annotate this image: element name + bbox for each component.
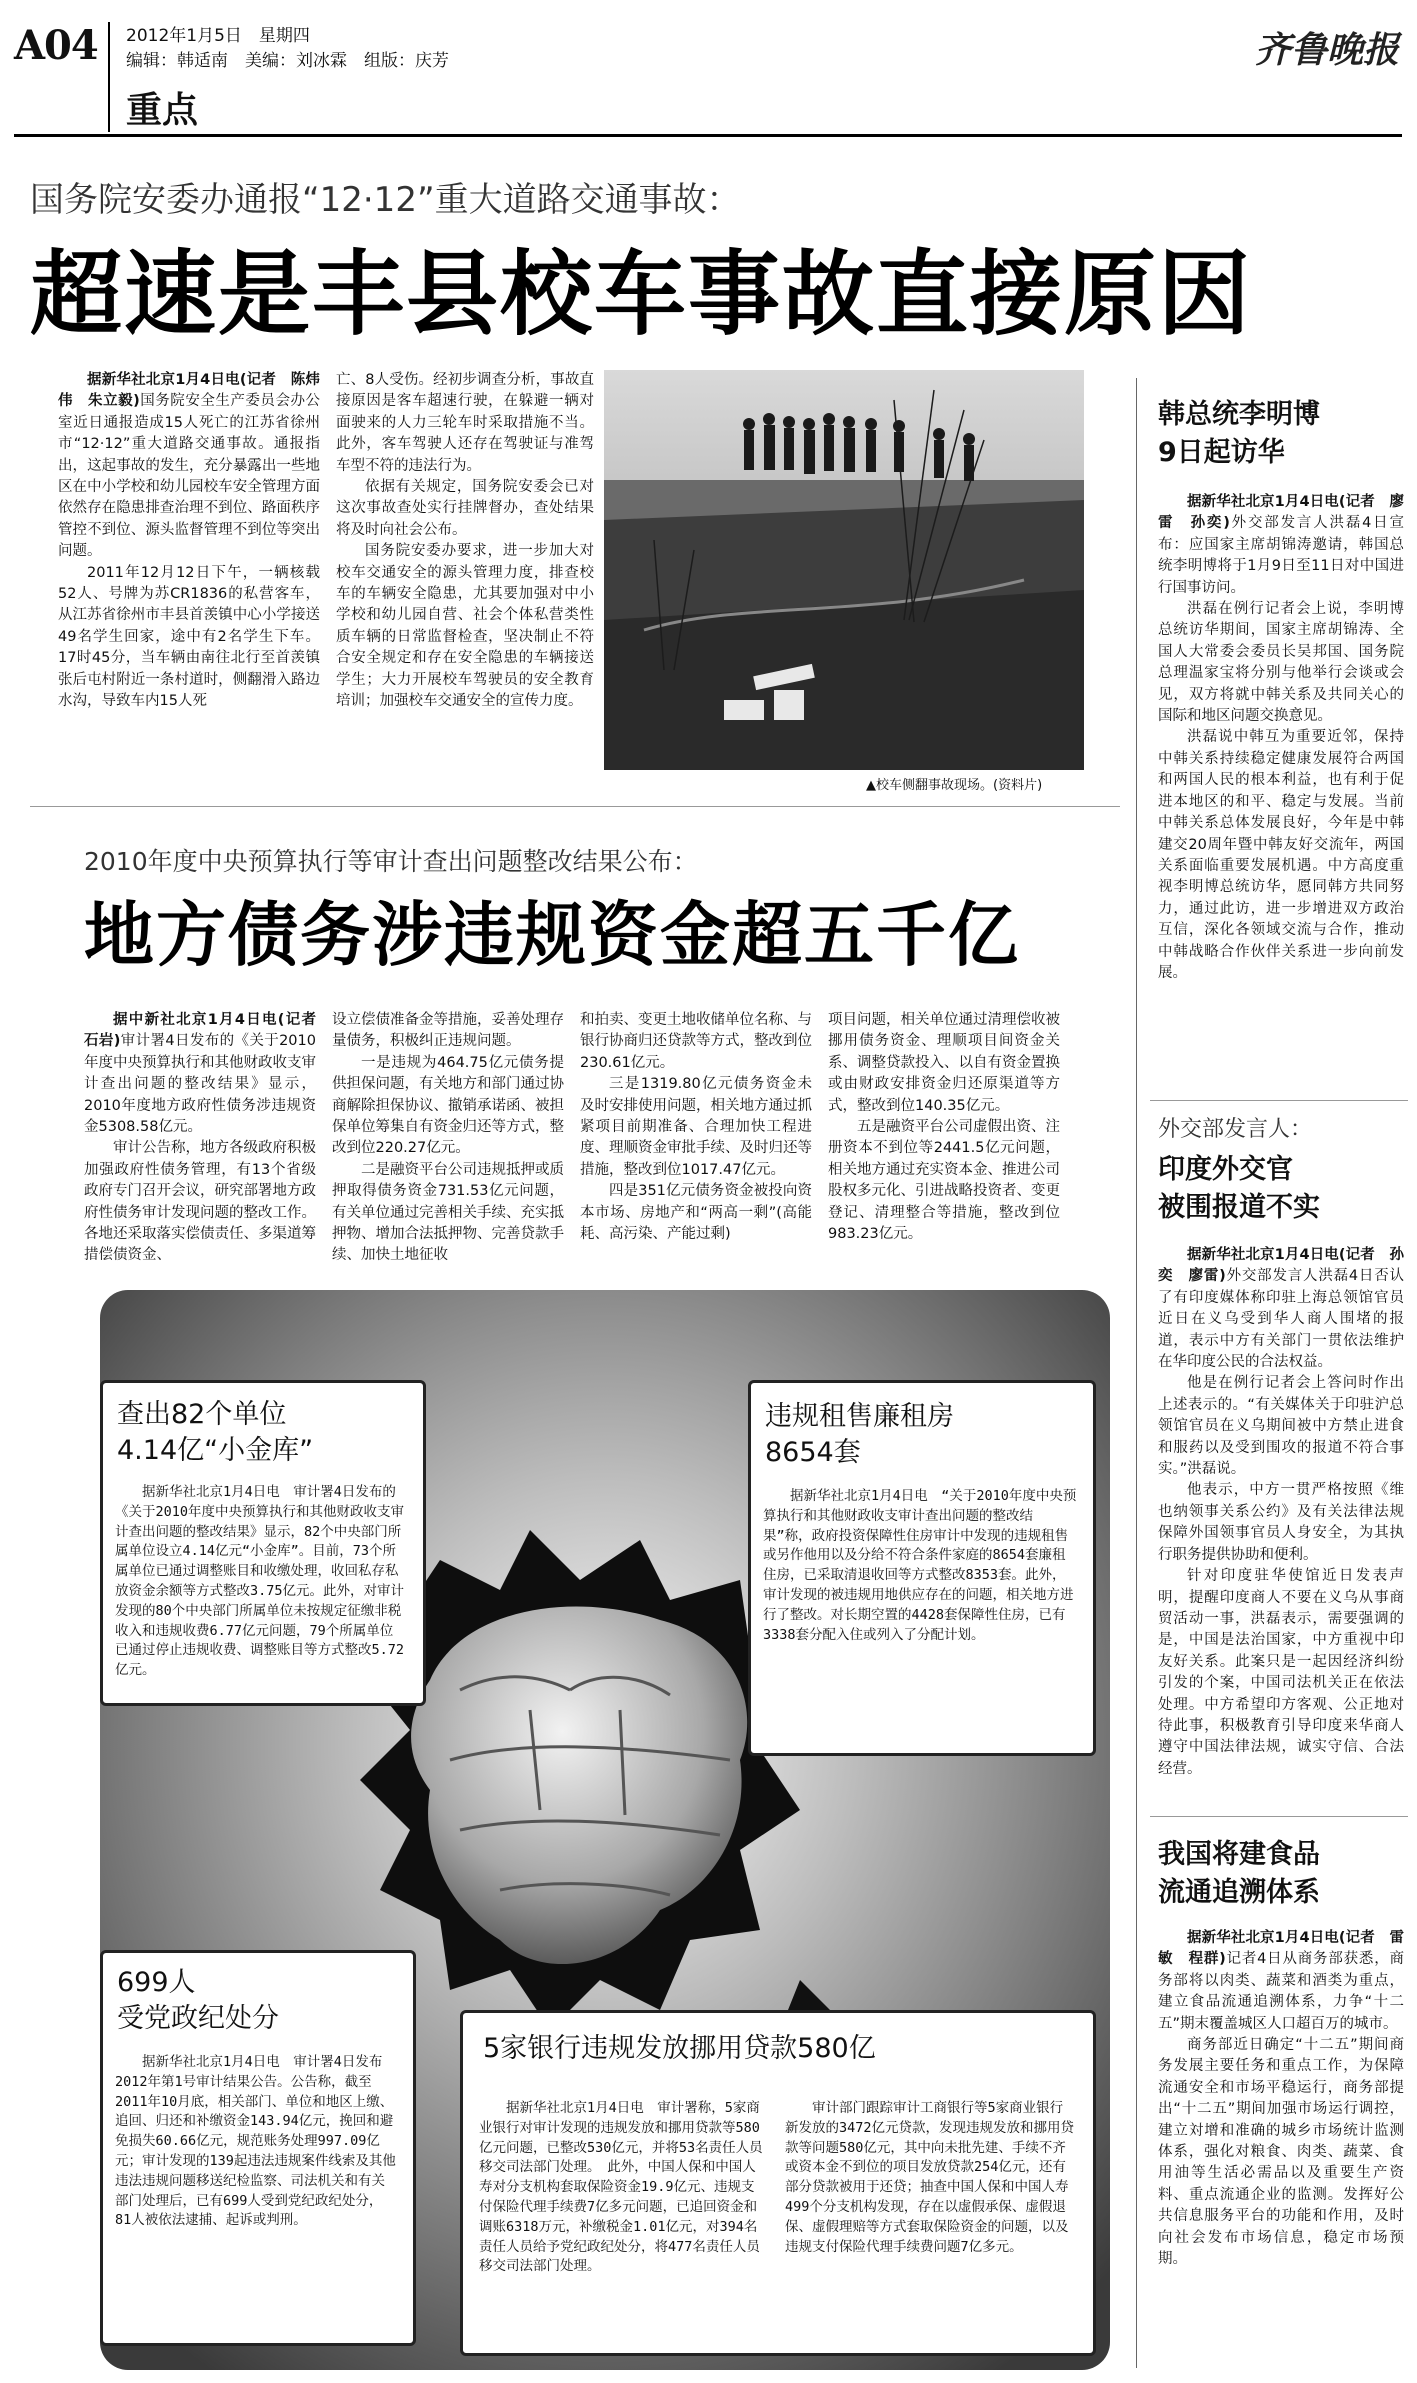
sidebar-title-line: 印度外交官 — [1158, 1154, 1293, 1185]
sidebar-body — [1158, 1245, 1404, 1780]
story2-para: 三是1319.80亿元债务资金未及时安排使用问题，相关地方通过抓紧项目前期准备、合理加快工程进度、理顺资金审批手续、及时归还等措施，整改到位1017.47亿元。 — [580, 1076, 812, 1178]
sidebar-para: 记者4日从商务部获悉，商务部将以肉类、蔬菜和酒类为重点，建立食品流通追溯体系，力争“十二五”期末覆盖城区人口超百万的城市。 — [1158, 1951, 1404, 2032]
sidebar-para: 外交部发言人洪磊4日宣布：应国家主席胡锦涛邀请，韩国总统李明博将于1月9日至11日对中国进行国事访问。 — [1158, 515, 1404, 596]
story2-col2 — [332, 1010, 564, 1267]
story2-para: 审计公告称，地方各级政府积极加强政府性债务管理，有13个省级政府专门召开会议，研究部署地方政府性债务审计发现问题的整改工作。各地还采取落实偿债责任、多渠道筹措偿债资金、 — [84, 1140, 316, 1264]
sidebar-separator — [1150, 1816, 1408, 1817]
sidebar-story-india — [1158, 1112, 1404, 1780]
sidebar-body — [1158, 492, 1404, 984]
sidebar-story-food — [1158, 1836, 1404, 2271]
accident-photo — [604, 370, 1084, 770]
header-date: 2012年1月5日 星期四 — [126, 26, 310, 46]
story1-col1 — [58, 370, 320, 713]
bubble-text: 据新华社北京1月4日电 “关于2010年度中央预算执行和其他财政收支审计查出问题的整改结果”称，政府投资保障性住房审计中发现的违规租售或另作他用以及分给不符合条件家庭的8654套廉租住房，已采取清退收回等方式整改8353套。此外，审计发现的被违规用地供应存在的问题，相关地方进行了整改。对长期空置的4428套保障性住房，已有3338套分配入住或列入了分配计划。 — [763, 1488, 1077, 1643]
sidebar-divider — [1136, 378, 1137, 2368]
sidebar-story-korea — [1158, 396, 1404, 984]
story2-col4 — [828, 1010, 1060, 1245]
sidebar-dateline: 据新华社北京1月4日电(记者 廖雷 孙奕) — [1158, 494, 1404, 532]
story2-para: 和拍卖、变更土地收储单位名称、与银行协商归还贷款等方式，整改到位230.61亿元。 — [580, 1012, 812, 1071]
sidebar-title-line: 9日起访华 — [1158, 437, 1285, 468]
story1-para: 亡、8人受伤。经初步调查分析，事故直接原因是客车超速行驶，在躲避一辆对面驶来的人力三轮车时采取措施不当。此外，客车驾驶人还存在驾驶证与准驾车型不符的违法行为。 — [336, 372, 594, 474]
sidebar-separator — [1150, 1100, 1408, 1101]
header-rule — [14, 134, 1402, 137]
story1-para: 依据有关规定，国务院安委会已对这次事故查处实行挂牌督办，查处结果将及时向社会公布。 — [336, 479, 594, 538]
header-divider — [108, 22, 110, 132]
bubble-title-line: 4.14亿“小金库” — [117, 1435, 314, 1466]
story2-para: 设立偿债准备金等措施，妥善处理存量债务，积极纠正违规问题。 — [332, 1012, 564, 1050]
accident-photo-illustration — [604, 370, 1084, 770]
story2-headline: 地方债务涉违规资金超五千亿 — [84, 894, 1020, 976]
sidebar-title — [1158, 1151, 1404, 1227]
story1-para: 国务院安委办要求，进一步加大对校车交通安全的源头管理力度，排查校车的车辆安全隐患，尤其要加强对中小学校和幼儿园自营、社会个体私营类性质车辆的日常监督检查，坚决制止不符合安全规定和存在安全隐患的车辆接送学生；大力开展校车驾驶员的安全教育培训；加强校车交通安全的宣传力度。 — [336, 543, 594, 710]
sidebar-para: 他表示，中方一贯严格按照《维也纳领事关系公约》及有关法律法规保障外国领事官员人身安全，为其执行职务提供协助和便利。 — [1158, 1482, 1404, 1563]
header-meta — [126, 24, 449, 74]
story1-dateline: 据新华社北京1月4日电(记者 陈炜伟 朱立毅) — [58, 372, 320, 410]
bubble-title-line: 699人 — [117, 1967, 196, 1998]
sidebar-title — [1158, 1836, 1404, 1912]
sidebar-para: 针对印度驻华使馆近日发表声明，提醒印度商人不要在义乌从事商贸活动一事，洪磊表示，需要强调的是，中国是法治国家，中方重视中印友好关系。此案只是一起因经济纠纷引发的个案，中国司法机关正在依法处理。中方希望印方客观、公正地对待此事，积极教育引导印度来华商人遵守中国法律法规，诚实守信、合法经营。 — [1158, 1568, 1404, 1777]
story2-dateline: 据中新社北京1月4日电(记者 石岩) — [84, 1012, 331, 1050]
story-divider — [30, 806, 1120, 807]
bubble-text: 审计部门跟踪审计工商银行等5家商业银行新发放的3472亿元贷款，发现违规发放和挪用贷款等问题580亿元，其中向未批先建、手续不齐或资本金不到位的项目发放贷款254亿元，还有部分贷款被用于还贷；抽查中国人保和中国人寿499个分支机构发现，存在以虚假承保、虚假退保、虚假理赔等方式套取保险资金的问题，以及违规支付保险代理手续费问题7亿多元。 — [785, 2100, 1075, 2255]
page-number: A04 — [14, 22, 98, 69]
sidebar-title-line: 韩总统李明博 — [1158, 399, 1320, 430]
bubble-title-line: 查出82个单位 — [117, 1399, 287, 1430]
sidebar-para: 他是在例行记者会上答问时作出上述表示的。“有关媒体关于印驻沪总领馆官员在义乌期间被中方禁止进食和服药以及受到围攻的报道不符合事实。”洪磊说。 — [1158, 1375, 1404, 1478]
bubble-title — [117, 1965, 279, 2037]
story1-kicker: 国务院安委办通报“12·12”重大道路交通事故： — [30, 180, 741, 220]
story1-para: 2011年12月12日下午，一辆核载52人、号牌为苏CR1836的私营客车，从江苏省徐州市丰县首羡镇中心小学接送49名学生回家，途中有2名学生下车。17时45分，当车辆由南往北行至首羡镇张后屯村附近一条村道时，侧翻滑入路边水沟，导致车内15人死 — [58, 564, 320, 710]
bubble-title — [117, 1397, 313, 1469]
bubble-lowrent-housing — [748, 1380, 1096, 1756]
sidebar-dateline: 据新华社北京1月4日电(记者 雷敏 程群) — [1158, 1930, 1404, 1968]
sidebar-title-line: 我国将建食品 — [1158, 1839, 1320, 1870]
story2-para: 项目问题，相关单位通过清理偿收被挪用债务资金、理顺项目间资金关系、调整贷款投入、以自有资金置换或由财政安排资金归还原渠道等方式，整改到位140.35亿元。 — [828, 1012, 1060, 1114]
story2-para: 审计署4日发布的《关于2010年度中央预算执行和其他财政收支审计查出问题的整改结果》显示，2010年度地方政府性债务涉违规资金5308.58亿元。 — [84, 1033, 316, 1136]
sidebar-para: 外交部发言人洪磊4日否认了有印度媒体称印驻上海总领馆官员近日在义乌受到华人商人围堵的报道，表示中方有关部门一贯依法维护在华印度公民的合法权益。 — [1158, 1268, 1404, 1371]
sidebar-title-line: 流通追溯体系 — [1158, 1877, 1320, 1908]
bubble-title: 5家银行违规发放挪用贷款580亿 — [483, 2033, 876, 2064]
header-editors: 编辑：韩适南 美编：刘冰霖 组版：庆芳 — [126, 51, 449, 71]
sidebar-para: 洪磊在例行记者会上说，李明博总统访华期间，国家主席胡锦涛、全国人大常委会委员长吴邦国、国务院总理温家宝将分别与他举行会谈或会见，双方将就中韩关系及共同关心的国际和地区问题交换意见。 — [1158, 601, 1404, 725]
story2-para: 五是融资平台公司虚假出资、注册资本不到位等2441.5亿元问题，相关地方通过充实资本金、推进公司股权多元化、引进战略投资者、变更登记、清理整合等措施，整改到位983.23亿元。 — [828, 1119, 1060, 1243]
sidebar-para: 洪磊说中韩互为重要近邻，保持中韩关系持续稳定健康发展符合两国和两国人民的根本利益，也有利于促进本地区的和平、稳定与发展。当前中韩关系总体发展良好，今年是中韩建交20周年暨中韩友好交流年，两国关系面临重要发展机遇。中方高度重视李明博总统访华，愿同韩方共同努力，通过此访，进一步增进双方政治互信，深化各领域交流与合作，推动中韩战略合作伙伴关系进一步向前发展。 — [1158, 729, 1404, 981]
bubble-text: 据新华社北京1月4日电 审计署4日发布的《关于2010年度中央预算执行和其他财政收支审计查出问题的整改结果》显示，82个中央部门所属单位设立4.14亿元“小金库”。目前，73个所属单位已通过调整账目和收缴处理，收回私存私放资金余额等方式整改3.75亿元。此外，对审计发现的80个中央部门所属单位未按规定征缴非税收入和违规收费6.77亿元问题，79个所属单位已通过停止违规收费、调整账目等方式整改5.72亿元。 — [115, 1484, 405, 1679]
bubble-title-line: 8654套 — [765, 1437, 861, 1468]
bubble-small-coffers — [100, 1380, 426, 1706]
masthead-logo: 齐鲁晚报 — [1255, 29, 1400, 71]
bubble-title — [765, 1399, 954, 1471]
story1-para: 国务院安全生产委员会办公室近日通报造成15人死亡的江苏省徐州市“12·12”重大道路交通事故。通报指出，这起事故的发生，充分暴露出一些地区在中小学校和幼儿园校车安全管理方面依然存在隐患排查治理不到位、路面秩序管控不到位、源头监督管理不到位等突出问题。 — [58, 393, 320, 560]
bubble-title-line: 受党政纪处分 — [117, 2003, 279, 2034]
story2-para: 一是违规为464.75亿元债务提供担保问题，有关地方和部门通过协商解除担保协议、撤销承诺函、被担保单位筹集自有资金归还等方式，整改到位220.27亿元。 — [332, 1054, 564, 1157]
sidebar-dateline: 据新华社北京1月4日电(记者 孙奕 廖雷) — [1158, 1247, 1404, 1285]
bubble-disciplined — [100, 1950, 416, 2346]
story1-col2 — [336, 370, 594, 713]
fist-graphic — [100, 1290, 1110, 2370]
bubble-text: 据新华社北京1月4日电 审计署称，5家商业银行对审计发现的违规发放和挪用贷款等580亿元问题，已整改530亿元，并将53名责任人员移交司法部门处理。 此外，中国人保和中国人寿对分支机构套取保险资金19.9亿元、违规支付保险代理手续费7亿多元问题，已追回资金和调账6318万元，补缴税金1.01亿元，对394名责任人员给予党纪政纪处分，将477名责任人员移交司法部门处理。 — [479, 2100, 763, 2275]
section-name: 重点 — [126, 90, 199, 131]
sidebar-title — [1158, 396, 1404, 472]
sidebar-kicker: 外交部发言人： — [1158, 1117, 1313, 1142]
sidebar-para: 商务部近日确定“十二五”期间商务发展主要任务和重点工作，为保障流通安全和市场平稳运行，商务部提出“十二五”期间加强市场运行调控，建立対增和准确的城乡市场统计监测体系，强化对粮食、肉类、蔬菜、食用油等生活必需品以及重要生产资料、重点流通企业的监测。发挥好公共信息服务平台的功能和作用，及时向社会发布市场信息，稳定市场预期。 — [1158, 2037, 1404, 2268]
story2-para: 四是351亿元债务资金被投向资本市场、房地产和“两高一剩”(高能耗、高污染、产能过剩) — [580, 1183, 812, 1243]
bubble-text: 据新华社北京1月4日电 审计署4日发布2012年第1号审计结果公告。公告称，截至2011年10月底，相关部门、单位和地区上缴、追回、归还和补缴资金143.94亿元，挽回和避免损失60.66亿元，规范账务处理997.09亿元；审计发现的139起违法违规案件线索及其他违法违规问题移送纪检监察、司法机关和有关部门处理后，已有699人受到党纪政纪处分，81人被依法逮捕、起诉或判刑。 — [115, 2054, 396, 2229]
bubble-bank-loans — [460, 2010, 1096, 2356]
story1-headline: 超速是丰县校车事故直接原因 — [30, 241, 1253, 348]
photo-caption: ▲校车侧翻事故现场。(资料片) — [866, 778, 1043, 793]
story2-col3 — [580, 1010, 812, 1245]
story2-col1 — [84, 1010, 331, 1267]
bubble-title-line: 违规租售廉租房 — [765, 1401, 954, 1432]
story2-kicker: 2010年度中央预算执行等审计查出问题整改结果公布： — [84, 847, 698, 876]
story2-para: 二是融资平台公司违规抵押或质押取得债务资金731.53亿元问题，有关单位通过完善相关手续、充实抵押物、增加合法抵押物、完善贷款手续、加快土地征收 — [332, 1161, 564, 1264]
sidebar-body — [1158, 1928, 1404, 2271]
sidebar-title-line: 被围报道不实 — [1158, 1192, 1320, 1223]
